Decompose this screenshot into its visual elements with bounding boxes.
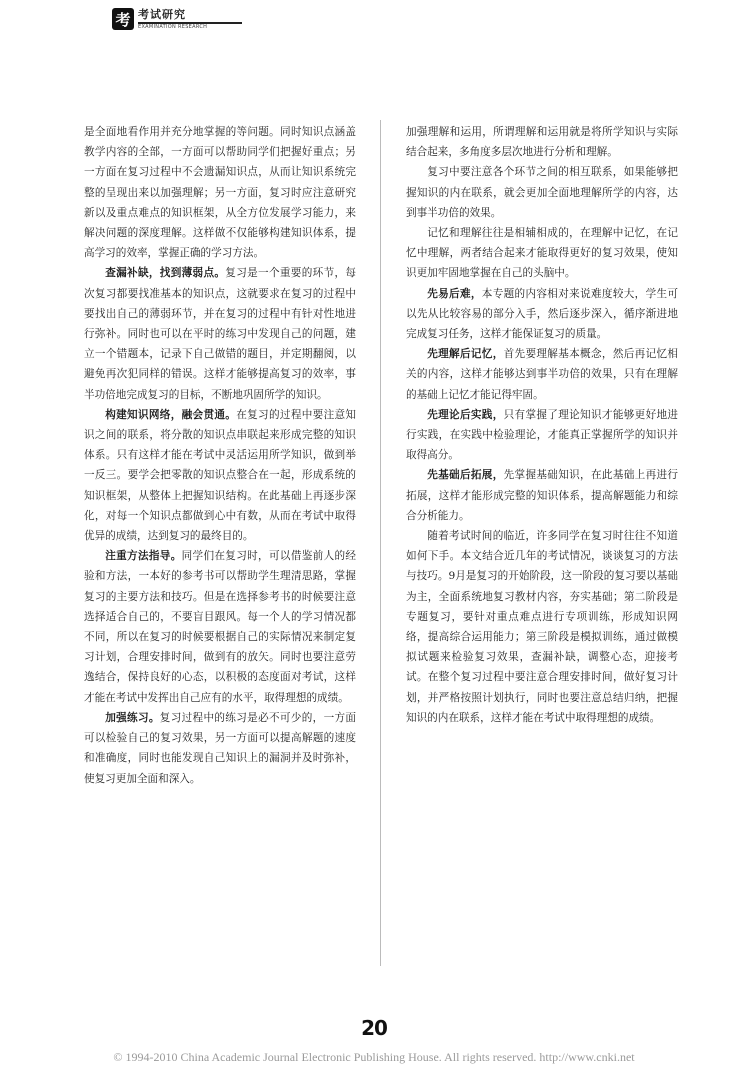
paragraph-text: 复习是一个重要的环节，每次复习都要找准基本的知识点，这就要求在复习的过程中要找出自己的薄弱环节，并在复习的过程中有针对性地进行弥补。同时也可以在平时的练习中发现自己的问题，建立一个错题本，记录下自己做错的题目，并定期翻阅，以避免再次犯同样的错误。这样才能够提高复习的效率，事半功倍地完成复习的目标，不断地巩固所学的知识。 — [84, 267, 356, 401]
paragraph-lead: 先基础后拓展， — [427, 469, 504, 482]
paragraph — [84, 405, 356, 546]
paragraph-text: 同学们在复习时，可以借鉴前人的经验和方法，一本好的参考书可以帮助学生理清思路，掌握复习的主要方法和技巧。但是在选择参考书的时候要注意选择适合自己的，不要盲目跟风。每一个人的学习情况都不同，所以在复习的时候要根据自己的实际情况来制定复习计划，合理安排时间，做到有的放矢。同时也要注意劳逸结合，保持良好的心态，以积极的态度面对考试，这样才能在考试中发挥出自己应有的水平，取得理想的成绩。 — [84, 550, 357, 704]
paragraph-text: 先掌握基础知识，在此基础上再进行拓展，这样才能形成完整的知识体系，提高解题能力和综合分析能力。 — [406, 469, 679, 522]
paragraph — [406, 405, 678, 466]
paragraph — [406, 223, 678, 284]
paragraph-lead: 先易后难， — [427, 287, 482, 300]
paragraph — [84, 708, 356, 789]
paragraph — [406, 465, 678, 526]
left-column — [84, 122, 356, 789]
paragraph-text: 只有掌握了理论知识才能够更好地进行实践，在实践中检验理论，才能真正掌握所学的知识并取得高分。 — [406, 408, 679, 462]
paragraph-text: 记忆和理解往往是相辅相成的，在理解中记忆，在记忆中理解，两者结合起来才能取得更好的复习效果，使知识更加牢固地掌握在自己的头脑中。 — [406, 227, 678, 280]
paragraph-text: 加强理解和运用，所谓理解和运用就是将所学知识与实际结合起来，多角度多层次地进行分析和理解。 — [406, 126, 678, 159]
paragraph-text: 复习中要注意各个环节之间的相互联系，如果能够把握知识的内在联系，就会更加全面地理解所学的内容，达到事半功倍的效果。 — [406, 166, 678, 219]
paragraph-lead: 注重方法指导。 — [105, 550, 182, 563]
logo-char: 考 — [115, 10, 131, 29]
right-column — [406, 122, 678, 728]
paragraph-text: 首先要理解基本概念，然后再记忆相关的内容，这样才能够达到事半功倍的效果，只有在理解的基础上记忆才能记得牢固。 — [406, 348, 679, 401]
paragraph — [406, 284, 678, 345]
paragraph-text: 复习过程中的练习是必不可少的，一方面可以检验自己的复习效果，另一方面可以提高解题的速度和准确度，同时也能发现自己知识上的漏洞并及时弥补，使复习更加全面和深入。 — [84, 711, 357, 785]
paragraph — [406, 122, 678, 162]
journal-subtitle: EXAMINATION RESEARCH — [138, 23, 208, 30]
page-number: 20 — [361, 1016, 387, 1040]
paragraph-text: 在复习的过程中要注意知识之间的联系，将分散的知识点串联起来形成完整的知识体系。只有这样才能在考试中灵活运用所学知识，做到举一反三。要学会把零散的知识点整合在一起，形成系统的知识框架，从整体上把握知识结构。在此基础上再逐步深化，对每一个知识点都做到心中有数，从而在考试中取得优异的成绩，达到复习的最终目的。 — [84, 408, 357, 543]
paragraph — [406, 526, 678, 728]
paragraph-text: 随着考试时间的临近，许多同学在复习时往往不知道如何下手。本文结合近几年的考试情况，谈谈复习的方法与技巧。9月是复习的开始阶段，这一阶段的复习要以基础为主，全面系统地复习教材内容，夯实基础；第二阶段是专题复习，要针对重点难点进行专项训练，形成知识网络，提高综合运用能力；第三阶段是模拟训练，通过做模拟试题来检验复习效果，查漏补缺，调整心态，迎接考试。在整个复习过程中要注意合理安排时间，做好复习计划，并严格按照计划执行，同时也要注意总结归纳，把握知识的内在联系，这样才能在考试中取得理想的成绩。 — [406, 530, 678, 724]
paragraph — [406, 344, 678, 405]
paragraph-lead: 先理论后实践， — [427, 408, 504, 421]
journal-logo — [112, 8, 134, 30]
paragraph — [406, 162, 678, 223]
paragraph-lead: 加强练习。 — [105, 711, 160, 724]
paragraph-lead: 构建知识网络，融会贯通。 — [105, 408, 237, 421]
journal-header — [112, 6, 252, 32]
copyright-footer: © 1994-2010 China Academic Journal Electronic Publishing House. All rights reserved. http://www.cnki.net — [113, 1050, 635, 1064]
paragraph-lead: 查漏补缺，找到薄弱点。 — [105, 267, 226, 280]
paragraph-text: 是全面地看作用并充分地掌握的等问题。同时知识点涵盖教学内容的全部，一方面可以帮助同学们把握好重点；另一方面在复习过程中不会遗漏知识点，从而让知识系统完整的呈现出来以加强理解；另一方面，复习时应注意研究新以及重点难点的知识框架，从全方位发展学习能力，来解决问题的深度理解。这样做不仅能够构建知识体系，提高学习的效率，掌握正确的学习方法。 — [84, 126, 356, 260]
paragraph — [84, 263, 356, 404]
paragraph-lead: 先理解后记忆， — [427, 348, 504, 361]
header-text — [138, 9, 242, 30]
journal-name: 考试研究 — [138, 7, 186, 21]
paragraph — [84, 122, 356, 263]
column-divider — [380, 120, 381, 966]
paragraph-text: 本专题的内容相对来说难度较大，学生可以先从比较容易的部分入手，然后逐步深入，循序渐进地完成复习任务，这样才能保证复习的质量。 — [406, 287, 679, 341]
paragraph — [84, 546, 356, 708]
